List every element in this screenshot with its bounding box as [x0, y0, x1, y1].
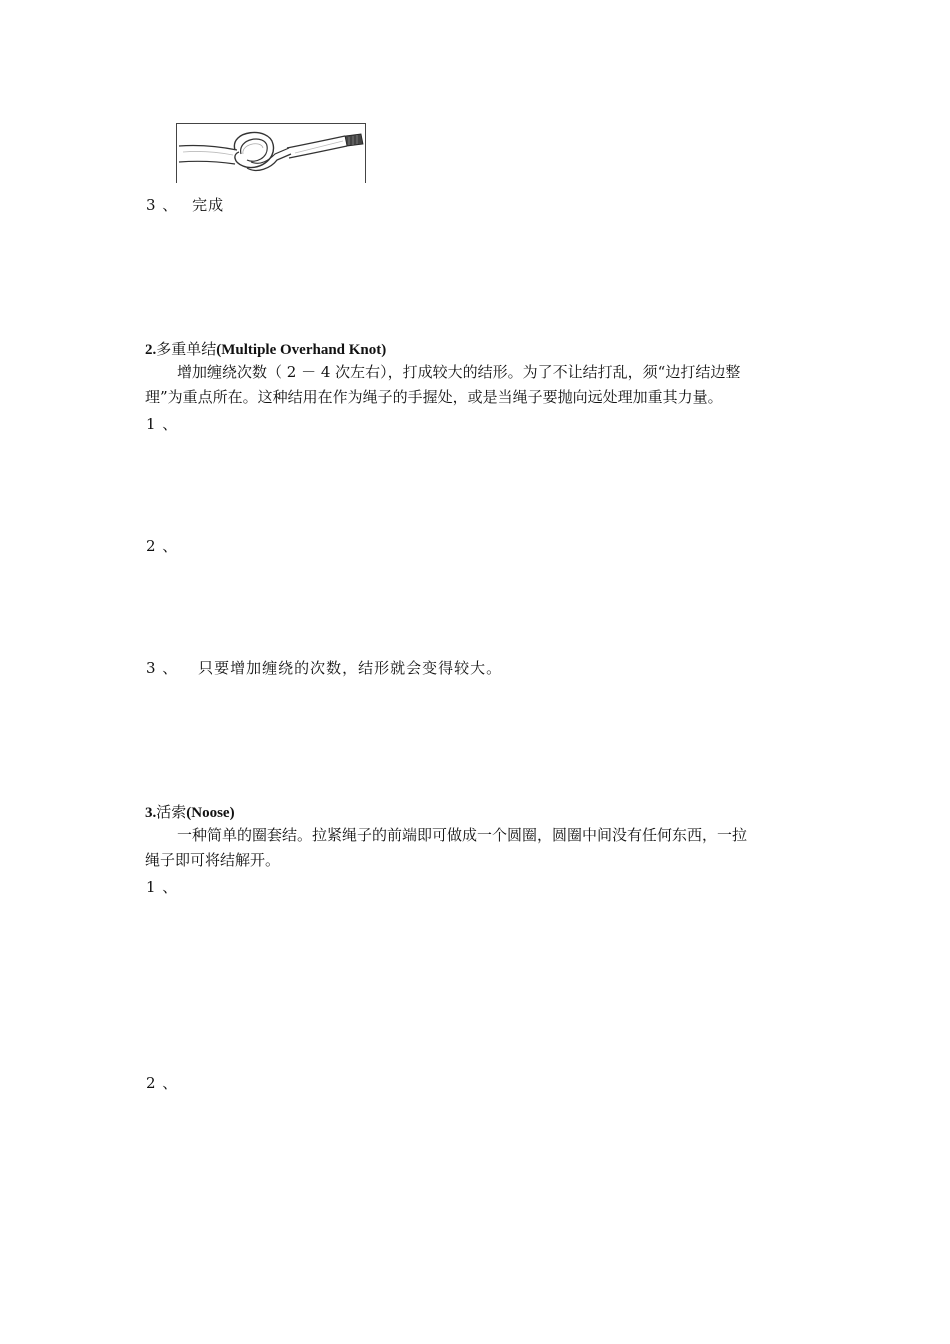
step-3-line — [146, 657, 502, 678]
paragraph-line-2: 绳子即可将结解开。 — [145, 851, 281, 869]
step-text: 完成 — [192, 196, 225, 214]
heading-english: (Multiple Overhand Knot) — [216, 342, 387, 358]
step-3-line — [146, 194, 224, 215]
paragraph-line-1: 一种简单的圈套结。拉紧绳子的前端即可做成一个圆圈，圆圈中间没有任何东西，一拉 — [177, 826, 748, 844]
step-text: 只要增加缠绕的次数，结形就会变得较大。 — [198, 659, 503, 677]
step-2-label: 2 、 — [146, 1074, 179, 1092]
knot-drawing — [177, 124, 365, 183]
section-heading-multiple-overhand-knot — [145, 338, 386, 359]
section-heading-noose — [145, 801, 235, 822]
heading-chinese: 活索 — [156, 803, 187, 821]
heading-number: 2. — [145, 342, 157, 358]
step-2-label: 2 、 — [146, 537, 179, 555]
heading-number: 3. — [145, 805, 157, 821]
step-1-label: 1 、 — [146, 415, 179, 433]
step-1-label: 1 、 — [146, 878, 179, 896]
paragraph-line-1: 增加缠绕次数（ 2 － 4 次左右），打成较大的结形。为了不让结打乱，须“边打结边整 — [177, 363, 741, 381]
paragraph-line-2: 理”为重点所在。这种结用在作为绳子的手握处，或是当绳子要抛向远处理加重其力量。 — [145, 388, 723, 406]
heading-english: (Noose) — [186, 805, 235, 821]
step-number: 3 、 — [146, 659, 179, 677]
overhand-knot-illustration — [176, 123, 366, 183]
step-number: 3 、 — [146, 196, 179, 214]
heading-chinese: 多重单结 — [156, 340, 217, 358]
